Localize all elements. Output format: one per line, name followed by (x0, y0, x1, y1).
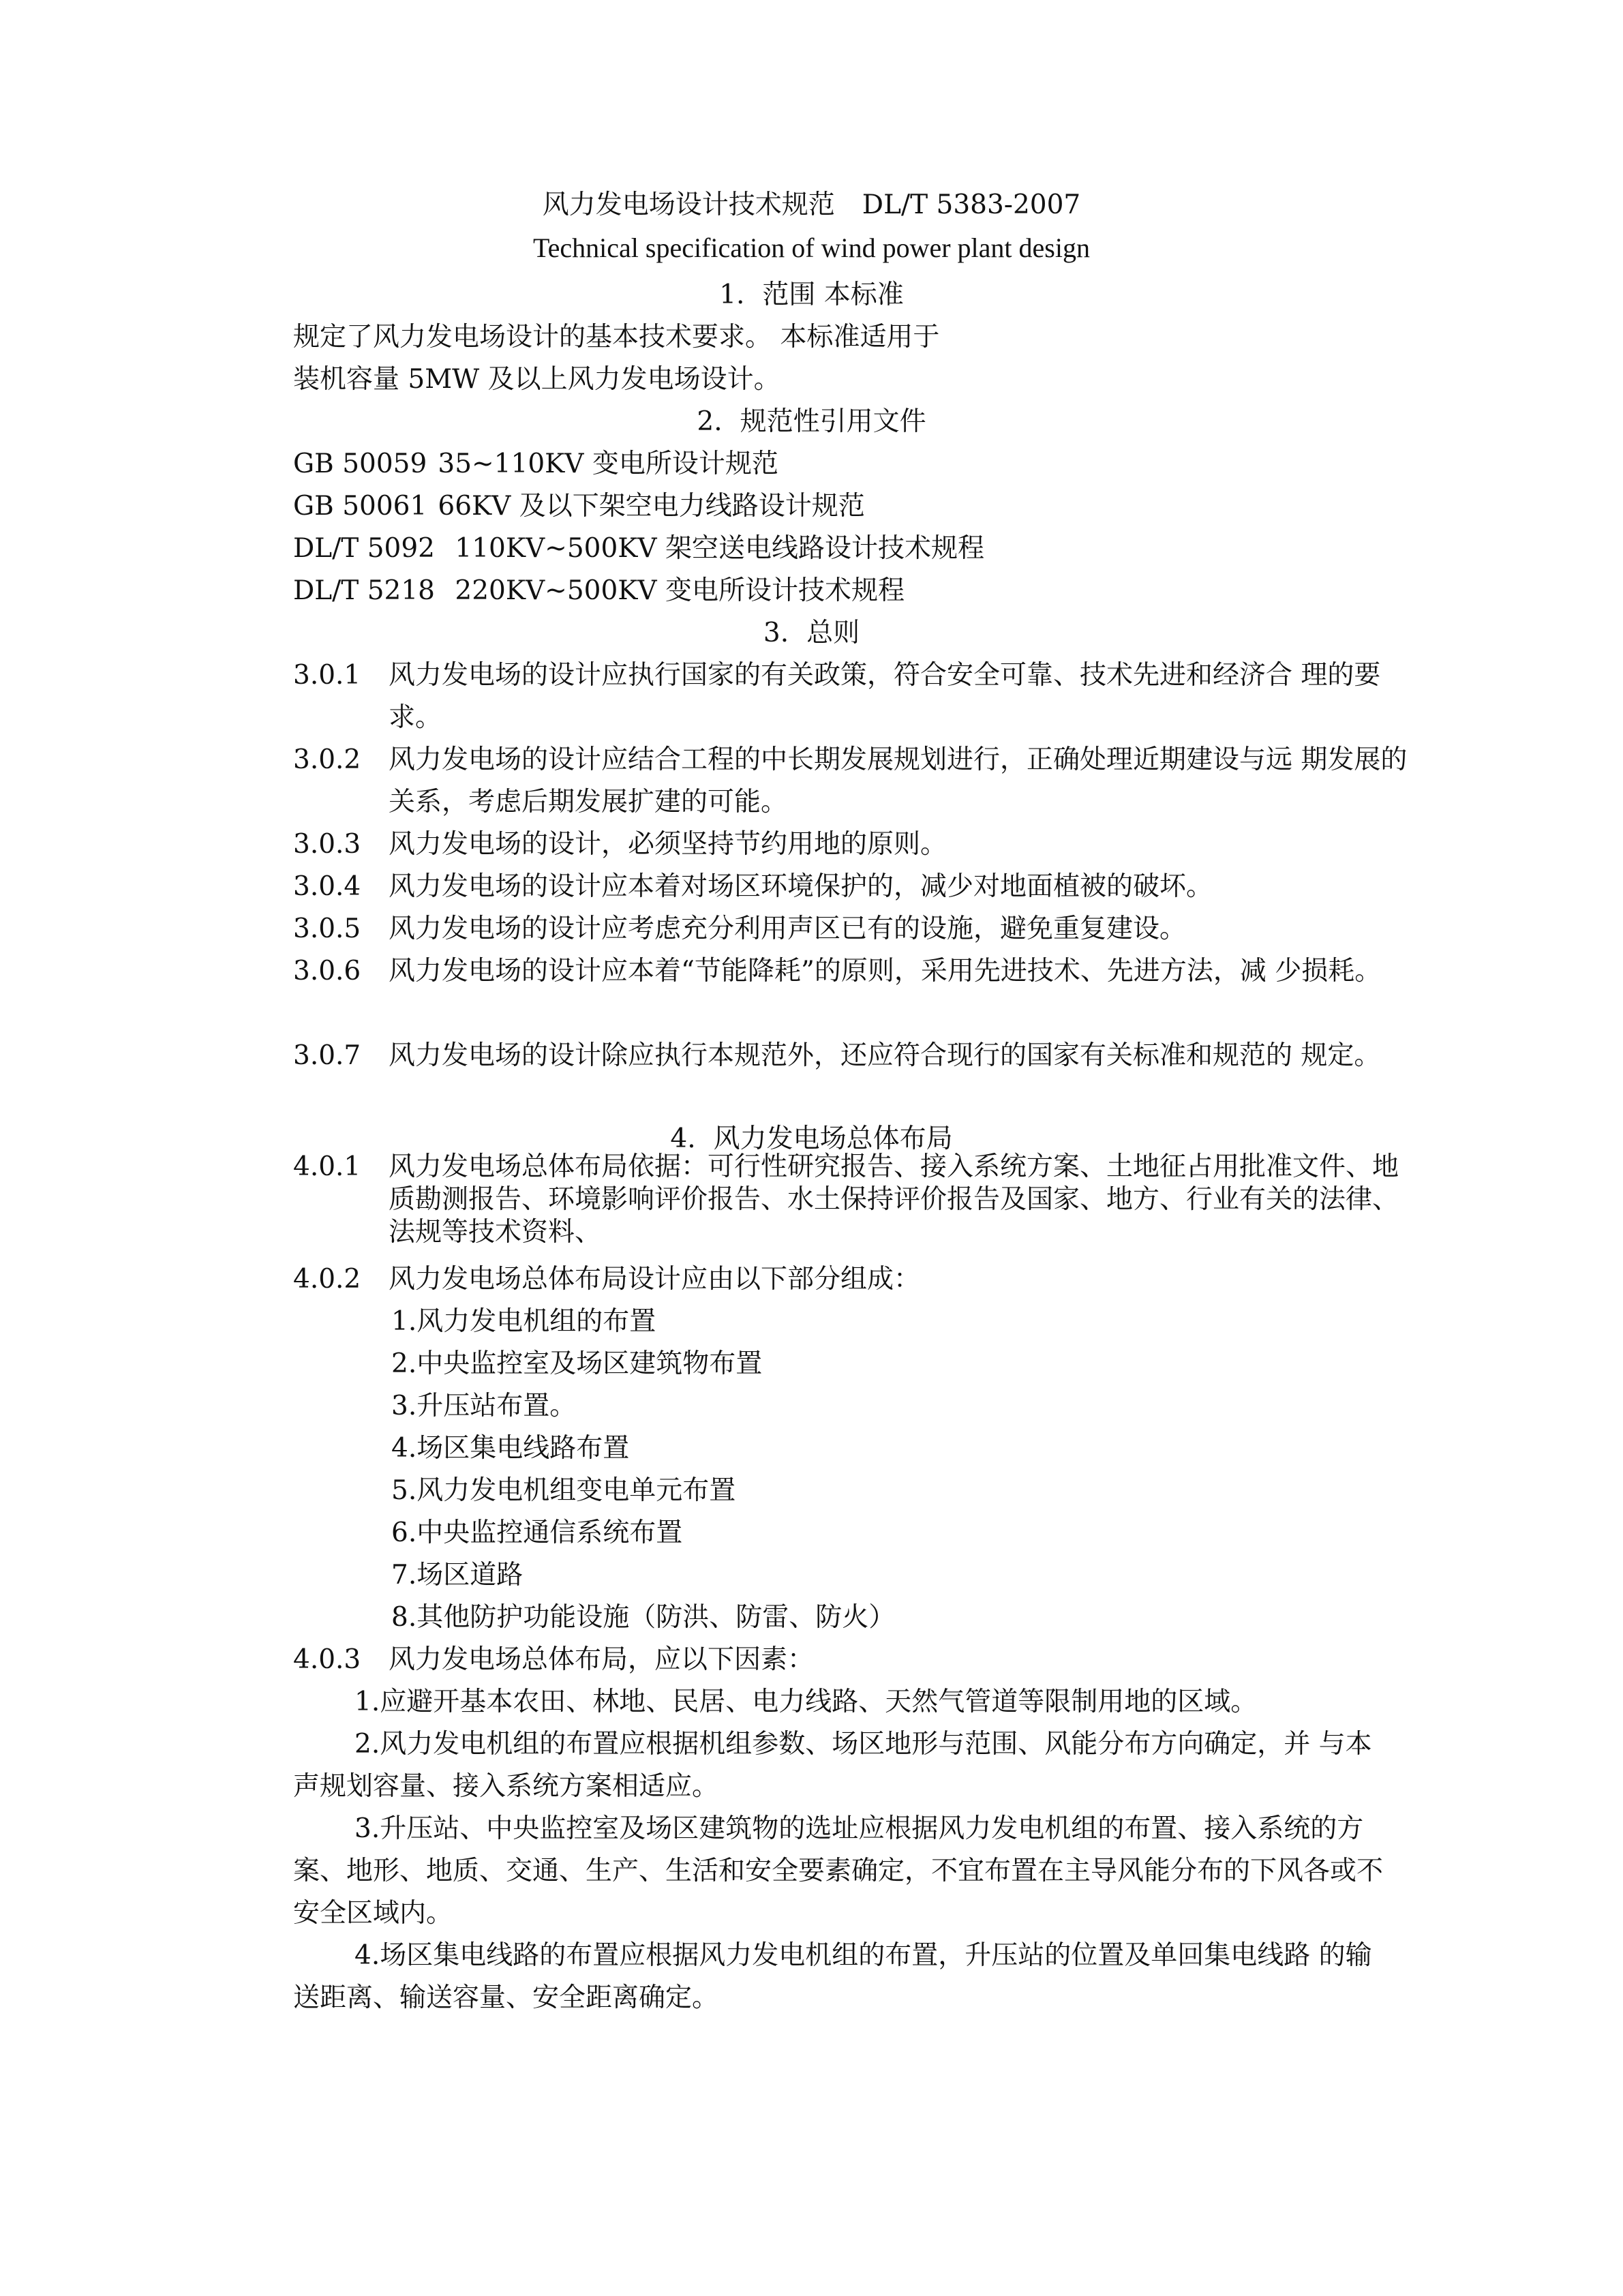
component-item: 1.风力发电机组的布置 (391, 1306, 656, 1337)
section-number: 3. (763, 618, 789, 648)
clause-number: 4.0.3 (293, 1644, 361, 1675)
clause-number: 4.0.2 (293, 1264, 361, 1295)
component-item: 7.场区道路 (391, 1560, 524, 1590)
standard-code: DL/T 5383-2007 (862, 190, 1081, 220)
reference-code: GB 50059 (293, 449, 427, 479)
reference-title: 35~110KV 变电所设计规范 (438, 449, 778, 479)
section-1-heading (0, 274, 1623, 316)
title-name: 风力发电场设计技术规范 (542, 190, 835, 220)
clause-number: 3.0.4 (293, 871, 361, 902)
reference-title: 110KV~500KV 架空送电线路设计技术规程 (455, 533, 984, 564)
reference-item (293, 485, 865, 528)
clause-number: 4.0.1 (293, 1151, 361, 1182)
factor-paragraph: 2.风力发电机组的布置应根据机组参数、场区地形与范围、风能分布方向确定，并 与本声规划容量、接入系统方案相适应。 (293, 1729, 1372, 1802)
clause-text: 风力发电场的设计应结合工程的中长期发展规划进行，正确处理近期建设与远 期发展的关系，考虑后期发展扩建的可能。 (389, 744, 1408, 817)
reference-item (293, 528, 984, 570)
component-item: 2.中央监控室及场区建筑物布置 (391, 1348, 763, 1379)
clause-text: 风力发电场的设计除应执行本规范外，还应符合现行的国家有关标准和规范的 规定。 (389, 1040, 1381, 1071)
component-item: 3.升压站布置。 (391, 1391, 577, 1421)
clause-number: 3.0.7 (293, 1040, 361, 1071)
section-title: 规范性引用文件 (740, 406, 926, 437)
clause-number: 3.0.1 (293, 660, 361, 691)
reference-title: 220KV~500KV 变电所设计技术规程 (455, 575, 905, 606)
factor-paragraph: 3.升压站、中央监控室及场区建筑物的选址应根据风力发电机组的布置、接入系统的方案、地形、地质、交通、生产、生活和安全要素确定，不宜布置在主导风能分布的下风各或不安全区域内。 (293, 1813, 1384, 1929)
reference-title: 66KV 及以下架空电力线路设计规范 (438, 491, 865, 522)
section-title: 范围 本标准 (762, 280, 904, 310)
factor-paragraph: 1.应避开基本农田、林地、民居、电力线路、天然气管道等限制用地的区域。 (354, 1687, 1258, 1717)
factor-paragraph: 4.场区集电线路的布置应根据风力发电机组的布置，升压站的位置及单回集电线路 的输送距离、输送容量、安全距离确定。 (293, 1940, 1372, 2013)
clause-text: 风力发电场的设计应本着对场区环境保护的，减少对地面植被的破坏。 (389, 871, 1213, 902)
section-number: 4. (670, 1123, 696, 1154)
reference-item (293, 570, 905, 612)
component-item: 8.其他防护功能设施（防洪、防雷、防火） (391, 1602, 896, 1633)
clause-text: 风力发电场的设计应本着“节能降耗”的原则，采用先进技术、先进方法，减 少损耗。 (389, 956, 1382, 986)
english-title: Technical specification of wind power plant design (533, 232, 1090, 263)
reference-code: DL/T 5092 (293, 533, 435, 564)
reference-item (293, 443, 778, 485)
document-title (0, 184, 1623, 226)
section-1-line-2: 装机容量 5MW 及以上风力发电场设计。 (293, 364, 780, 395)
section-2-heading (0, 401, 1623, 443)
reference-code: DL/T 5218 (293, 575, 435, 606)
clause-text: 风力发电场的设计，必须坚持节约用地的原则。 (389, 829, 947, 860)
clause-text: 风力发电场的设计应执行国家的有关政策，符合安全可靠、技术先进和经济合 理的要求。 (389, 660, 1381, 733)
clause-text: 风力发电场总体布局，应以下因素： (389, 1644, 815, 1675)
clause-text: 风力发电场总体布局依据：可行性研究报告、接入系统方案、土地征占用批准文件、地质勘测报告、环境影响评价报告、水土保持评价报告及国家、地方、行业有关的法律、法规等技术资料、 (389, 1151, 1399, 1248)
section-number: 1. (719, 280, 745, 310)
clause-number: 3.0.6 (293, 956, 361, 986)
section-title: 总则 (806, 618, 860, 648)
clause-number: 3.0.3 (293, 829, 361, 860)
clause-text: 风力发电场的设计应考虑充分利用声区已有的设施，避免重复建设。 (389, 913, 1187, 944)
clause-text: 风力发电场总体布局设计应由以下部分组成： (389, 1264, 921, 1295)
clause-number: 3.0.2 (293, 744, 361, 775)
component-item: 5.风力发电机组变电单元布置 (391, 1475, 736, 1506)
section-title: 风力发电场总体布局 (713, 1123, 953, 1154)
section-number: 2. (697, 406, 723, 437)
component-item: 6.中央监控通信系统布置 (391, 1517, 683, 1548)
component-item: 4.场区集电线路布置 (391, 1433, 630, 1464)
section-3-heading (0, 612, 1623, 654)
reference-code: GB 50061 (293, 491, 427, 522)
section-1-line-1: 规定了风力发电场设计的基本技术要求。 本标准适用于 (293, 322, 940, 352)
clause-number: 3.0.5 (293, 913, 361, 944)
